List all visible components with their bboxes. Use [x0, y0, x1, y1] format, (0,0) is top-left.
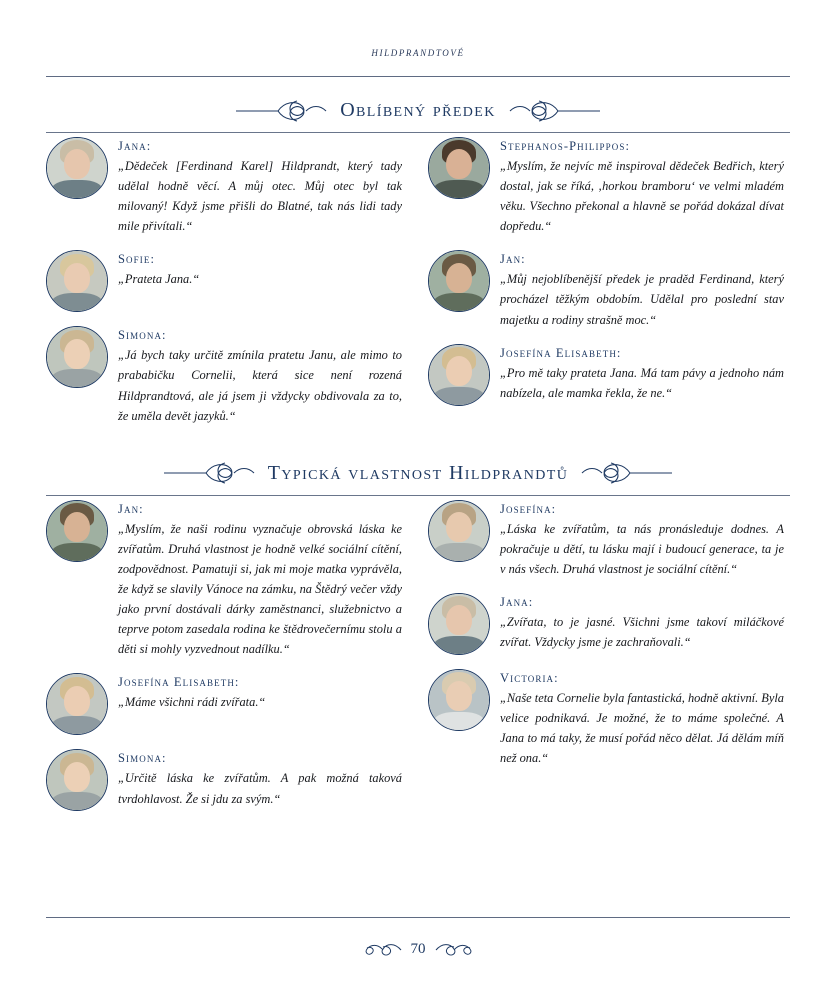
avatar	[46, 749, 108, 811]
quote-block	[46, 137, 402, 236]
avatar	[428, 250, 490, 312]
quote-block	[428, 344, 784, 406]
quote-block	[46, 500, 402, 660]
section-2-columns	[46, 500, 790, 826]
section-1-left-column	[46, 137, 402, 440]
section-2-left-column	[46, 500, 402, 826]
quote-text: „Máme všichni rádi zvířata.“	[118, 695, 266, 710]
quote-text: „Můj nejoblíbenější předek je praděd Ferdinand, který procházel těžkým obdobím. Udělal pro poslední stav majetku a rodiny strašně moc.“	[500, 272, 784, 327]
quote-text: „Já bych taky určitě zmínila pratetu Janu, ale mimo to prababičku Cornelii, která sice není rozená Hildprandtová, ale já jsem ji vždycky obdivovala za to, že uměla devět jazyků.“	[118, 348, 402, 423]
quote-block	[46, 749, 402, 811]
quote-block	[428, 669, 784, 768]
avatar	[428, 593, 490, 655]
speaker-name: Jan:	[118, 501, 144, 516]
avatar	[428, 669, 490, 731]
avatar	[46, 500, 108, 562]
quote-text: „Prateta Jana.“	[118, 272, 200, 287]
speaker-name: Simona:	[118, 328, 167, 343]
quote-block	[46, 673, 402, 735]
speaker-name: Jan:	[500, 252, 526, 267]
avatar	[46, 326, 108, 388]
quote-block	[428, 500, 784, 579]
avatar	[428, 344, 490, 406]
quote-text: „Naše teta Cornelie byla fantastická, hodně aktivní. Byla velice podnikavá. Je možné, že to máme společné. A Jana to má taky, že musí pořád něco dělat. Já dělám míň než ona.“	[500, 691, 784, 766]
section-divider-1	[46, 132, 790, 133]
speaker-name: Jana:	[500, 595, 534, 610]
quote-text: „Zvířata, to je jasné. Všichni jsme takoví miláčkové zvířat. Vždycky jsme je zachraňovali.“	[500, 615, 784, 650]
flourish-right-icon	[578, 462, 674, 484]
footer-divider	[46, 917, 790, 918]
avatar	[428, 500, 490, 562]
quote-text: „Určitě láska ke zvířatům. A pak možná taková tvrdohlavost. Že si jdu za svým.“	[118, 771, 402, 806]
section-1-right-column	[428, 137, 784, 420]
speaker-name: Sofie:	[118, 252, 156, 267]
running-head: HILDPRANDTOVÉ	[371, 48, 465, 58]
section-heading-1	[46, 99, 790, 122]
section-heading-2	[46, 462, 790, 485]
section-1-columns	[46, 137, 790, 440]
quote-block	[46, 326, 402, 425]
speaker-name: Josefína Elisabeth:	[118, 675, 240, 690]
speaker-name: Josefína:	[500, 501, 557, 516]
avatar	[46, 137, 108, 199]
section-2-right-column	[428, 500, 784, 783]
section-title: Oblíbený předek	[340, 99, 496, 121]
speaker-name: Josefína Elisabeth:	[500, 345, 622, 360]
quote-text: „Dědeček [Ferdinand Karel] Hildprandt, který tady udělal hodně věcí. A můj otec. Můj otec byl tak milovaný! Když jsme přišli do Blatné, tak nás lidi tady mile přivítali.“	[118, 159, 402, 234]
flourish-right-icon	[506, 100, 602, 122]
quote-block	[428, 250, 784, 329]
speaker-name: Simona:	[118, 751, 167, 766]
section-divider-2	[46, 495, 790, 496]
quote-block	[428, 137, 784, 236]
page-folio	[0, 941, 836, 958]
quote-text: „Myslím, že naši rodinu vyznačuje obrovská láska ke zvířatům. Druhá vlastnost je hodně velké sociální cítění, zodpovědnost. Pamatuji si, jak mi moje matka vyprávěla, že když se slavily Vánoce na zámku, na Štědrý večer vždy jako první dostávali dárky zaměstnanci, služebnictvo a teprve potom zasedala rodina ke štědrovečernímu stolu a děti si mohly vyzvednout nadílku.“	[118, 521, 402, 657]
flourish-left-icon	[162, 462, 258, 484]
quote-text: „Pro mě taky prateta Jana. Má tam pávy a jednoho nám nabízela, ale mamka řekla, že ne.“	[500, 365, 784, 400]
avatar	[428, 137, 490, 199]
header-divider	[46, 76, 790, 77]
quote-text: „Láska ke zvířatům, ta nás pronásleduje dodnes. A pokračuje u dětí, tu lásku mají i budoucí generace, ta je v nás všech. Druhá vlastnost je sociální cítění.“	[500, 521, 784, 576]
quote-text: „Myslím, že nejvíc mě inspiroval dědeček Bedřich, který dostal, jak se říká, ‚horkou bramboru‘ ve velmi mladém věku. Všechno překonal a hlavně se pořád dokázal dívat dopředu.“	[500, 159, 784, 234]
folio-flourish-right-icon	[434, 943, 474, 957]
avatar	[46, 673, 108, 735]
speaker-name: Jana:	[118, 139, 152, 153]
speaker-name: Stephanos-Philippos:	[500, 139, 631, 153]
page-number: 70	[410, 941, 426, 957]
quote-block	[46, 250, 402, 312]
flourish-left-icon	[234, 100, 330, 122]
speaker-name: Victoria:	[500, 671, 559, 686]
folio-flourish-left-icon	[363, 943, 403, 957]
avatar	[46, 250, 108, 312]
quote-block	[428, 593, 784, 655]
section-title: Typická vlastnost Hildprandtů	[267, 461, 569, 484]
